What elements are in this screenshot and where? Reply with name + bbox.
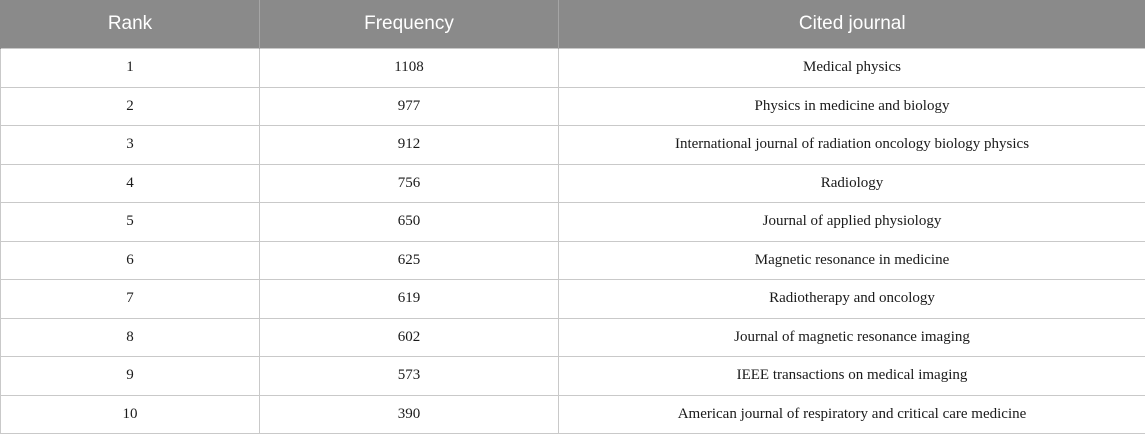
cell-frequency: 602 <box>260 318 559 357</box>
header-row <box>1 0 1145 49</box>
cell-frequency: 573 <box>260 357 559 396</box>
table-row <box>1 164 1145 203</box>
cell-journal: Radiotherapy and oncology <box>559 280 1145 319</box>
cell-rank: 7 <box>1 280 260 319</box>
table-row <box>1 49 1145 88</box>
cell-rank: 5 <box>1 203 260 242</box>
cell-frequency: 390 <box>260 395 559 434</box>
table-row <box>1 87 1145 126</box>
cell-rank: 3 <box>1 126 260 165</box>
cell-rank: 10 <box>1 395 260 434</box>
cell-rank: 1 <box>1 49 260 88</box>
header-frequency: Frequency <box>260 0 559 49</box>
table-row <box>1 395 1145 434</box>
header-cited-journal: Cited journal <box>559 0 1145 49</box>
cell-rank: 8 <box>1 318 260 357</box>
table-header <box>1 0 1145 49</box>
table-body <box>1 49 1145 434</box>
cell-journal: Radiology <box>559 164 1145 203</box>
cell-journal: Magnetic resonance in medicine <box>559 241 1145 280</box>
cell-journal: Journal of magnetic resonance imaging <box>559 318 1145 357</box>
cell-journal: Journal of applied physiology <box>559 203 1145 242</box>
cell-journal: International journal of radiation oncology biology physics <box>559 126 1145 165</box>
cell-journal: American journal of respiratory and critical care medicine <box>559 395 1145 434</box>
table-row <box>1 126 1145 165</box>
cell-frequency: 625 <box>260 241 559 280</box>
cell-rank: 2 <box>1 87 260 126</box>
cell-journal: IEEE transactions on medical imaging <box>559 357 1145 396</box>
cell-frequency: 912 <box>260 126 559 165</box>
cell-journal: Physics in medicine and biology <box>559 87 1145 126</box>
cell-frequency: 650 <box>260 203 559 242</box>
cell-rank: 9 <box>1 357 260 396</box>
table-row <box>1 280 1145 319</box>
cell-rank: 6 <box>1 241 260 280</box>
table-row <box>1 318 1145 357</box>
table-row <box>1 241 1145 280</box>
table-row <box>1 357 1145 396</box>
table-row <box>1 203 1145 242</box>
cell-frequency: 1108 <box>260 49 559 88</box>
cell-rank: 4 <box>1 164 260 203</box>
cell-frequency: 619 <box>260 280 559 319</box>
cell-frequency: 756 <box>260 164 559 203</box>
cell-frequency: 977 <box>260 87 559 126</box>
header-rank: Rank <box>1 0 260 49</box>
cell-journal: Medical physics <box>559 49 1145 88</box>
